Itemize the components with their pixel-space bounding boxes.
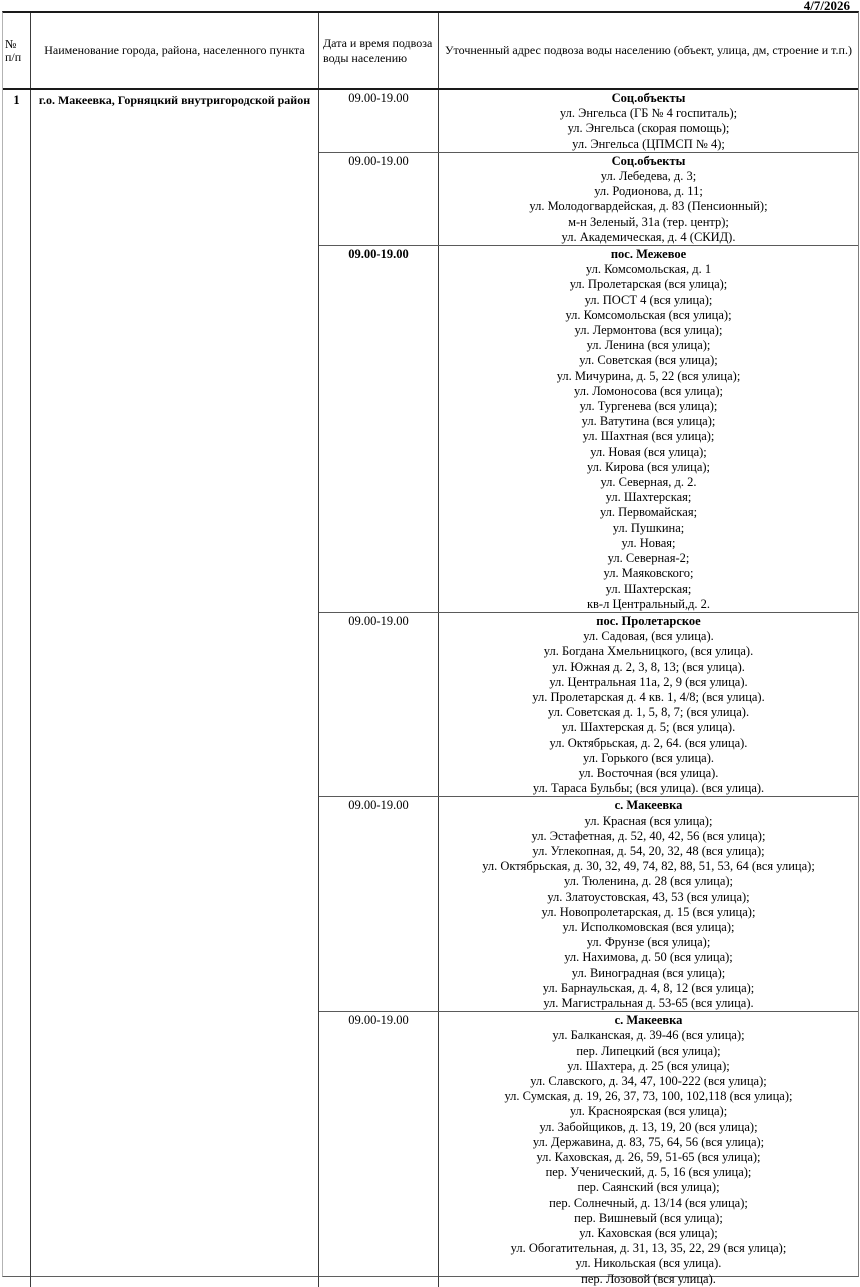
address-line: пер. Вишневый (вся улица); (574, 1210, 723, 1225)
address-line: ул. Северная, д. 2. (600, 475, 697, 490)
address-line: ул. Державина, д. 83, 75, 64, 56 (вся улица); (532, 1134, 765, 1149)
address-line: ул. Мичурина, д. 5, 22 (вся улица); (556, 368, 741, 383)
address-line: ул. Исполкомовская (вся улица); (562, 919, 735, 934)
address-cell (439, 153, 858, 245)
address-line: ул. Кирова (вся улица); (586, 459, 711, 474)
time-cell: 09.00-19.00 (319, 90, 439, 152)
address-line: ул. Октябрьская, д. 2, 64. (вся улица). (549, 735, 748, 750)
address-line: пер. Саянский (вся улица); (577, 1180, 720, 1195)
address-line: ул. Новая; (621, 535, 676, 550)
schedule-block (319, 612, 858, 796)
address-cell (439, 1012, 858, 1287)
address-line: ул. Маяковского; (603, 566, 694, 581)
address-line: ул. Каховская (вся улица); (579, 1226, 718, 1241)
address-group-title: пос. Пролетарское (596, 613, 701, 628)
address-line: ул. Тюленина, д. 28 (вся улица); (563, 874, 734, 889)
address-line: ул. Виноградная (вся улица); (571, 965, 726, 980)
address-line: ул. Богдана Хмельницкого, (вся улица). (543, 644, 754, 659)
address-line: ул. Северная-2; (607, 551, 690, 566)
address-line: ул. Пролетарская д. 4 кв. 1, 4/8; (вся улица). (532, 689, 765, 704)
address-line: ул. Каховская, д. 26, 59, 51-65 (вся улица); (536, 1150, 761, 1165)
address-line: ул. Никольская (вся улица). (575, 1256, 722, 1271)
address-line: ул. Лермонтова (вся улица); (574, 323, 723, 338)
address-line: ул. Шахтная (вся улица); (582, 429, 715, 444)
address-line: ул. Славского, д. 34, 47, 100-222 (вся улица); (530, 1074, 767, 1088)
address-line: пер. Солнечный, д. 13/14 (вся улица); (549, 1195, 748, 1210)
address-cell (439, 246, 858, 612)
address-line: ул. Энгельса (скорая помощь); (567, 121, 730, 136)
address-line: ул. Златоустовская, 43, 53 (вся улица); (547, 889, 750, 904)
address-group-title: Соц.объекты (611, 91, 686, 105)
address-line: ул. Шахтерская д. 5; (вся улица). (561, 720, 736, 735)
address-line: ул. Ватутина (вся улица); (581, 414, 716, 429)
time-cell: 09.00-19.00 (319, 1012, 439, 1287)
time-cell: 09.00-19.00 (319, 613, 439, 796)
address-line: ул. Комсомольская (вся улица); (565, 307, 732, 322)
address-line: м-н Зеленый, 31а (тер. центр); (568, 214, 729, 229)
address-line: ул. Шахтерская; (605, 581, 692, 596)
address-line: ул. Горького (вся улица). (583, 750, 714, 765)
page-date: 4/7/2026 (803, 0, 850, 13)
address-line: ул. Красноярская (вся улица); (569, 1104, 728, 1119)
header-location-label: Наименование города, района, населенного пункта (44, 43, 305, 57)
blocks-container (319, 90, 858, 1287)
address-line: ул. Энгельса (ЦПМСП № 4); (572, 136, 725, 151)
table-header-row (3, 13, 858, 90)
time-cell: 09.00-19.00 (319, 153, 439, 245)
address-group-title: Соц.объекты (611, 153, 686, 168)
address-line: ул. Балканская, д. 39-46 (вся улица); (552, 1028, 745, 1043)
address-line: ул. Углекопная, д. 54, 20, 32, 48 (вся улица); (532, 843, 765, 858)
address-line: ул. Советская (вся улица); (579, 353, 718, 368)
table-row (3, 90, 858, 1286)
address-group-title: пос. Межевое (610, 247, 687, 262)
time-cell: 09.00-19.00 (319, 797, 439, 1011)
address-line: ул. Шахтера, д. 25 (вся улица); (567, 1058, 730, 1073)
address-line: ул. Молодогвардейская, д. 83 (Пенсионный); (529, 199, 768, 214)
time-cell: 09.00-19.00 (319, 246, 439, 612)
address-line: ул. Тараса Бульбы; (вся улица). (вся улица). (532, 781, 765, 796)
address-line: ул. Пушкина; (612, 520, 685, 535)
address-line: кв-л Центральный,д. 2. (586, 596, 711, 611)
address-line: пер. Ученический, д. 5, 16 (вся улица); (545, 1165, 752, 1180)
address-line: ул. Комсомольская, д. 1 (585, 262, 712, 277)
address-line: ул. Магистральная д. 53-65 (вся улица). (543, 995, 754, 1010)
address-line: ул. Родионова, д. 11; (594, 184, 703, 199)
schedule-block (319, 245, 858, 612)
address-line: ул. Энгельса (ГБ № 4 госпиталь); (559, 106, 738, 121)
address-line: ул. Академическая, д. 4 (СКИД). (561, 229, 736, 244)
location-name-cell: г.о. Макеевка, Горняцкий внутригородской район (31, 90, 319, 1287)
address-line: ул. Забойщиков, д. 13, 19, 20 (вся улица); (539, 1119, 758, 1134)
row-number-cell: 1 (3, 90, 31, 1287)
address-line: ул. Садовая, (вся улица). (583, 629, 714, 644)
address-cell (439, 613, 858, 796)
address-line: ул. Советская д. 1, 5, 8, 7; (вся улица). (547, 705, 750, 720)
address-cell (439, 90, 858, 152)
schedule-block (319, 796, 858, 1011)
address-line: пер. Лозовой (вся улица). (581, 1271, 716, 1286)
schedule-block (319, 152, 858, 245)
header-number-label: № п/п (5, 36, 22, 64)
address-line: ул. Сумская, д. 19, 26, 37, 73, 100, 102,118 (вся улица); (504, 1089, 793, 1104)
header-cell-address (439, 13, 858, 88)
address-group-title: с. Макеевка (614, 798, 683, 813)
address-line: ул. Шахтерская; (605, 490, 692, 505)
schedule-block (319, 1011, 858, 1287)
header-address-label: Уточненный адрес подвоза воды населению (объект, улица, дм, строение и т.п.) (445, 43, 852, 57)
address-line: ул. Фрунзе (вся улица); (586, 935, 711, 950)
header-cell-number (3, 13, 31, 88)
address-line: ул. Новая (вся улица); (590, 444, 707, 459)
address-line: ул. Барнаульская, д. 4, 8, 12 (вся улица); (542, 980, 755, 995)
address-line: ул. Первомайская; (599, 505, 698, 520)
address-line: ул. Новопролетарская, д. 15 (вся улица); (541, 904, 756, 919)
address-line: ул. Пролетарская (вся улица); (569, 277, 728, 292)
schedule-block (319, 90, 858, 152)
address-line: ул. ПОСТ 4 (вся улица); (584, 292, 713, 307)
address-cell (439, 797, 858, 1011)
header-cell-location (31, 13, 319, 88)
address-line: ул. Центральная 11а, 2, 9 (вся улица). (549, 674, 748, 689)
address-line: ул. Эстафетная, д. 52, 40, 42, 56 (вся улица); (531, 828, 766, 843)
water-delivery-table (2, 11, 859, 1286)
address-line: пер. Липецкий (вся улица); (576, 1043, 721, 1058)
header-cell-time (319, 13, 439, 88)
address-line: ул. Лебедева, д. 3; (600, 169, 697, 184)
address-line: ул. Тургенева (вся улица); (579, 399, 718, 414)
address-line: ул. Ленина (вся улица); (586, 338, 711, 353)
address-line: ул. Красная (вся улица); (584, 813, 713, 828)
address-line: ул. Ломоносова (вся улица); (574, 383, 723, 398)
address-line: ул. Южная д. 2, 3, 8, 13; (вся улица). (552, 659, 745, 674)
address-line: ул. Октябрьская, д. 30, 32, 49, 74, 82, 88, 51, 53, 64 (вся улица); (482, 859, 815, 874)
address-line: ул. Восточная (вся улица). (578, 765, 719, 780)
header-time-label: Дата и время подвоза воды населению (323, 35, 433, 65)
address-group-title: с. Макеевка (614, 1013, 683, 1028)
address-line: ул. Нахимова, д. 50 (вся улица); (564, 950, 733, 965)
address-line: ул. Обогатительная, д. 31, 13, 35, 22, 29 (вся улица); (510, 1241, 787, 1256)
